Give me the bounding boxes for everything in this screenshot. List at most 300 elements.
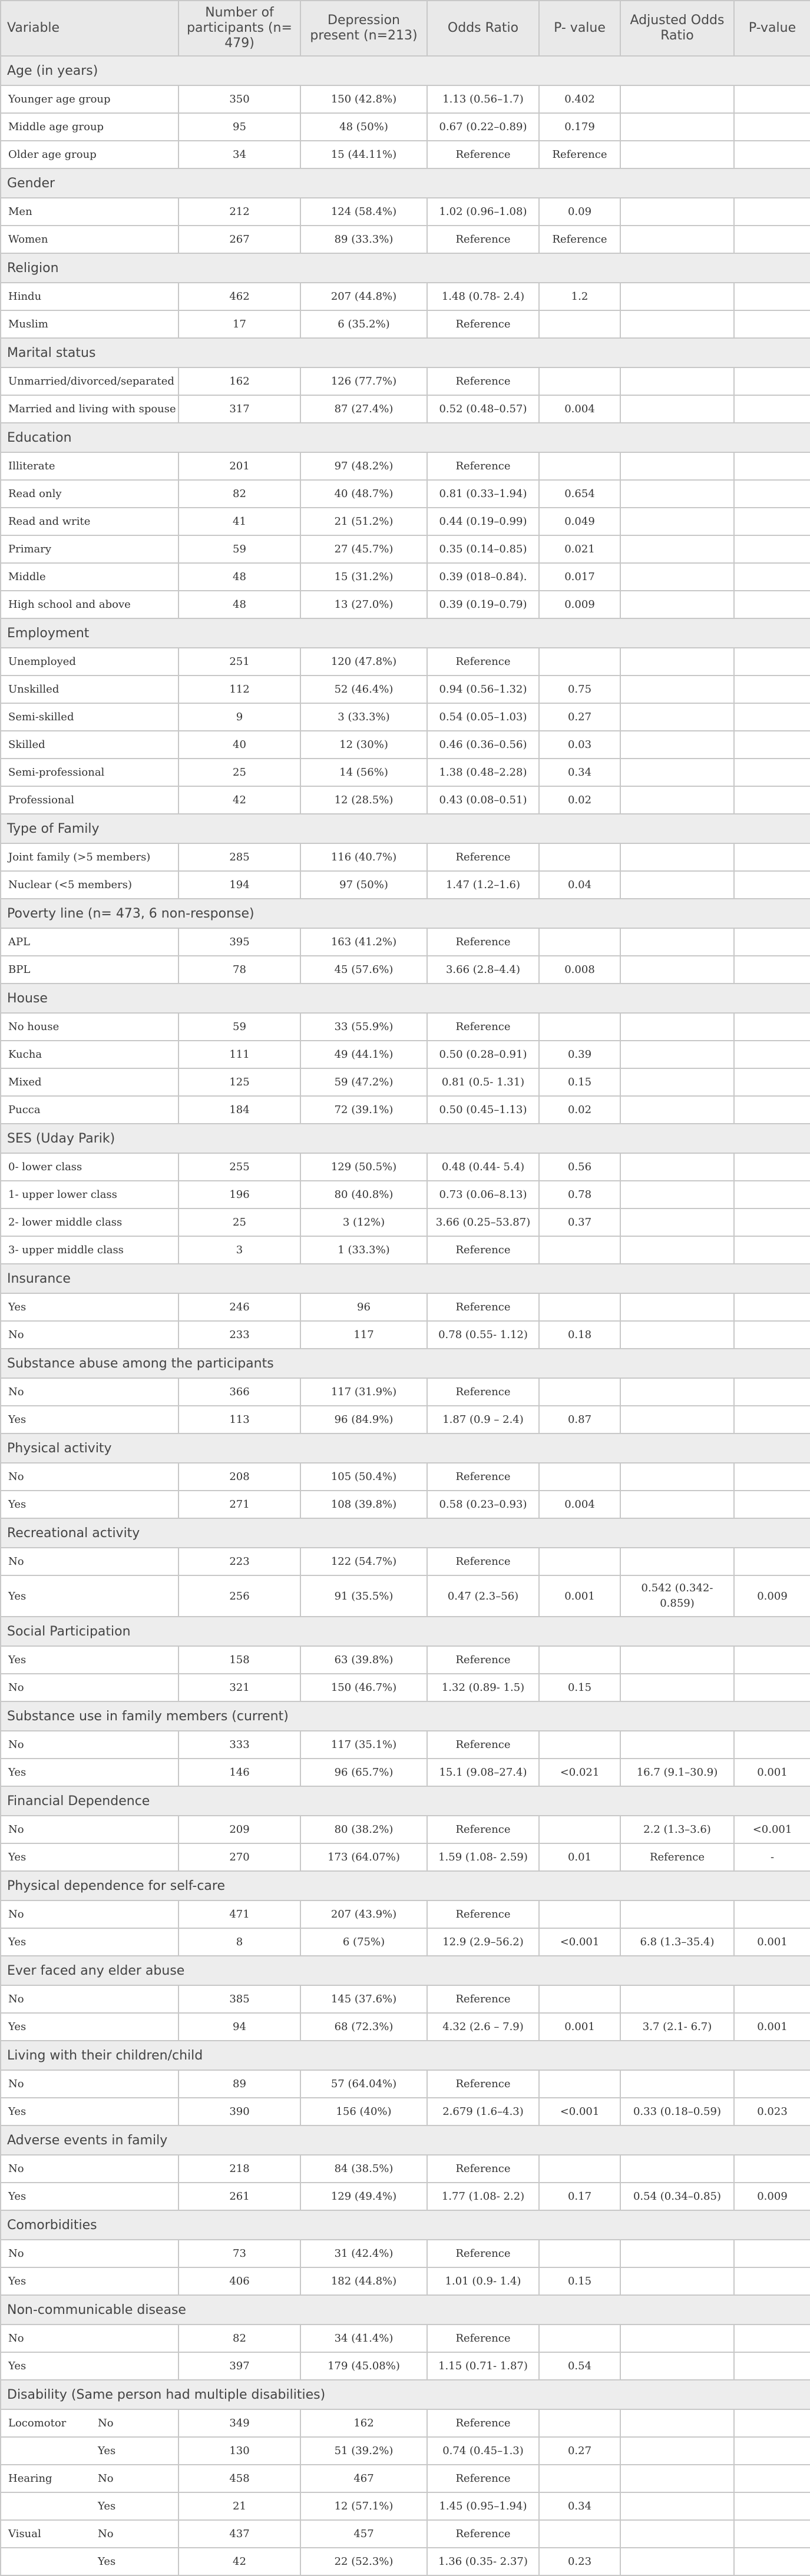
- cell-adjusted-or: [620, 1181, 734, 1208]
- cell-adjusted-p: [734, 648, 810, 676]
- table-row: [1, 113, 810, 141]
- cell-variable: APL: [1, 928, 178, 956]
- cell-adjusted-or: [620, 2492, 734, 2520]
- cell-adjusted-p: [734, 2548, 810, 2575]
- cell-odds-ratio: Reference: [427, 1463, 539, 1491]
- table-row: [1, 1096, 810, 1124]
- cell-adjusted-p: [734, 2437, 810, 2465]
- table-row: [1, 1208, 810, 1236]
- cell-odds-ratio: 0.58 (0.23–0.93): [427, 1491, 539, 1518]
- section-header-row: [1, 1956, 810, 1985]
- cell-p-value: 0.02: [539, 786, 620, 814]
- cell-adjusted-or: [620, 703, 734, 731]
- cell-adjusted-or: [620, 676, 734, 703]
- cell-variable: Professional: [1, 786, 178, 814]
- cell-p-value: [539, 648, 620, 676]
- cell-odds-ratio: Reference: [427, 2325, 539, 2352]
- cell-p-value: [539, 1548, 620, 1575]
- table-row: [1, 1153, 810, 1181]
- cell-participants: 194: [178, 871, 300, 899]
- cell-adjusted-or: [620, 563, 734, 591]
- cell-adjusted-or: [620, 1321, 734, 1349]
- cell-depression: 15 (31.2%): [300, 563, 427, 591]
- cell-adjusted-p: [734, 2352, 810, 2380]
- section-header-row: [1, 1349, 810, 1378]
- cell-variable: No: [1, 1321, 178, 1349]
- cell-p-value: 0.009: [539, 591, 620, 618]
- cell-depression: 87 (27.4%): [300, 395, 427, 423]
- cell-p-value: [539, 1378, 620, 1406]
- cell-p-value: 0.402: [539, 85, 620, 113]
- cell-depression: 116 (40.7%): [300, 843, 427, 871]
- cell-adjusted-p: [734, 703, 810, 731]
- cell-participants: 270: [178, 1843, 300, 1871]
- table-row: [1, 871, 810, 899]
- cell-variable: Semi-skilled: [1, 703, 178, 731]
- cell-p-value: [539, 843, 620, 871]
- table-row: [1, 2409, 810, 2437]
- cell-variable: Middle age group: [1, 113, 178, 141]
- cell-variable: Men: [1, 198, 178, 226]
- cell-p-value: 0.04: [539, 871, 620, 899]
- disability-type: [8, 2445, 98, 2457]
- section-title: Financial Dependence: [1, 1786, 810, 1816]
- table-row: [1, 2352, 810, 2380]
- cell-adjusted-or: [620, 535, 734, 563]
- cell-participants: 125: [178, 1068, 300, 1096]
- cell-p-value: 0.001: [539, 2013, 620, 2041]
- section-header-row: [1, 338, 810, 367]
- cell-depression: 150 (42.8%): [300, 85, 427, 113]
- cell-adjusted-p: [734, 141, 810, 168]
- section-header-row: [1, 899, 810, 928]
- cell-participants: 94: [178, 2013, 300, 2041]
- cell-depression: 97 (50%): [300, 871, 427, 899]
- cell-depression: 13 (27.0%): [300, 591, 427, 618]
- cell-depression: 22 (52.3%): [300, 2548, 427, 2575]
- cell-depression: 129 (49.4%): [300, 2183, 427, 2210]
- cell-odds-ratio: Reference: [427, 1646, 539, 1674]
- cell-adjusted-or: [620, 2352, 734, 2380]
- cell-adjusted-p: [734, 395, 810, 423]
- table-row: [1, 731, 810, 759]
- cell-participants: 261: [178, 2183, 300, 2210]
- section-header-row: [1, 1518, 810, 1548]
- cell-adjusted-or: [620, 2155, 734, 2183]
- cell-adjusted-p: [734, 2240, 810, 2267]
- cell-adjusted-or: 2.2 (1.3–3.6): [620, 1816, 734, 1843]
- table-row: [1, 198, 810, 226]
- table-row: [1, 1900, 810, 1928]
- cell-depression: 6 (35.2%): [300, 310, 427, 338]
- table-row: [1, 535, 810, 563]
- cell-variable: No house: [1, 1013, 178, 1041]
- section-title: Poverty line (n= 473, 6 non-response): [1, 899, 810, 928]
- cell-p-value: [539, 1816, 620, 1843]
- table-row: [1, 2098, 810, 2125]
- cell-adjusted-or: [620, 648, 734, 676]
- disability-type: Locomotor: [8, 2417, 67, 2429]
- cell-adjusted-or: [620, 731, 734, 759]
- cell-depression: 80 (40.8%): [300, 1181, 427, 1208]
- cell-odds-ratio: Reference: [427, 1236, 539, 1264]
- cell-p-value: [539, 1013, 620, 1041]
- cell-participants: 390: [178, 2098, 300, 2125]
- table-row: [1, 1463, 810, 1491]
- cell-participants: 196: [178, 1181, 300, 1208]
- cell-participants: 267: [178, 226, 300, 253]
- cell-odds-ratio: Reference: [427, 648, 539, 676]
- cell-variable: Yes: [1, 1293, 178, 1321]
- cell-adjusted-or: [620, 395, 734, 423]
- section-header-row: [1, 1871, 810, 1900]
- table-row: [1, 1731, 810, 1759]
- cell-adjusted-p: [734, 956, 810, 984]
- cell-adjusted-p: [734, 871, 810, 899]
- cell-variable: Mixed: [1, 1068, 178, 1096]
- table-row: [1, 563, 810, 591]
- cell-p-value: 0.27: [539, 703, 620, 731]
- cell-adjusted-p: [734, 2465, 810, 2492]
- cell-adjusted-p: [734, 1900, 810, 1928]
- cell-adjusted-p: [734, 1378, 810, 1406]
- cell-participants: 112: [178, 676, 300, 703]
- cell-adjusted-p: 0.001: [734, 2013, 810, 2041]
- cell-odds-ratio: Reference: [427, 141, 539, 168]
- cell-p-value: 0.18: [539, 1321, 620, 1349]
- cell-variable: Middle: [1, 563, 178, 591]
- cell-odds-ratio: 0.50 (0.28–0.91): [427, 1041, 539, 1068]
- cell-participants: 111: [178, 1041, 300, 1068]
- cell-p-value: 0.654: [539, 480, 620, 508]
- cell-p-value: [539, 1293, 620, 1321]
- cell-p-value: 0.75: [539, 676, 620, 703]
- cell-odds-ratio: Reference: [427, 1985, 539, 2013]
- section-title: Adverse events in family: [1, 2125, 810, 2155]
- cell-adjusted-or: [620, 226, 734, 253]
- table-row: [1, 2267, 810, 2295]
- cell-odds-ratio: 0.94 (0.56–1.32): [427, 676, 539, 703]
- cell-adjusted-p: 0.023: [734, 2098, 810, 2125]
- table-row: [1, 648, 810, 676]
- cell-adjusted-or: 16.7 (9.1–30.9): [620, 1759, 734, 1786]
- cell-odds-ratio: Reference: [427, 1900, 539, 1928]
- cell-adjusted-p: [734, 2155, 810, 2183]
- cell-participants: 321: [178, 1674, 300, 1701]
- cell-depression: 3 (33.3%): [300, 703, 427, 731]
- table-row: [1, 1928, 810, 1956]
- cell-adjusted-p: [734, 2520, 810, 2548]
- cell-adjusted-or: [620, 141, 734, 168]
- cell-adjusted-or: [620, 283, 734, 310]
- cell-p-value: 0.87: [539, 1406, 620, 1433]
- cell-variable: [1, 2437, 178, 2465]
- cell-depression: 68 (72.3%): [300, 2013, 427, 2041]
- cell-participants: 8: [178, 1928, 300, 1956]
- cell-adjusted-p: [734, 843, 810, 871]
- cell-participants: 395: [178, 928, 300, 956]
- cell-depression: 467: [300, 2465, 427, 2492]
- section-title: Disability (Same person had multiple disabilities): [1, 2380, 810, 2409]
- cell-depression: 15 (44.11%): [300, 141, 427, 168]
- cell-p-value: [539, 2409, 620, 2437]
- cell-participants: 397: [178, 2352, 300, 2380]
- cell-depression: 45 (57.6%): [300, 956, 427, 984]
- cell-depression: 33 (55.9%): [300, 1013, 427, 1041]
- cell-p-value: 0.34: [539, 2492, 620, 2520]
- table-row: [1, 2548, 810, 2575]
- cell-variable: No: [1, 2240, 178, 2267]
- cell-adjusted-p: [734, 731, 810, 759]
- cell-depression: 96 (84.9%): [300, 1406, 427, 1433]
- cell-participants: 48: [178, 591, 300, 618]
- cell-depression: 6 (75%): [300, 1928, 427, 1956]
- table-row: [1, 1378, 810, 1406]
- cell-depression: 163 (41.2%): [300, 928, 427, 956]
- cell-variable: Younger age group: [1, 85, 178, 113]
- cell-adjusted-or: 0.54 (0.34–0.85): [620, 2183, 734, 2210]
- cell-participants: 209: [178, 1816, 300, 1843]
- cell-depression: 31 (42.4%): [300, 2240, 427, 2267]
- cell-depression: 59 (47.2%): [300, 1068, 427, 1096]
- cell-variable: Yes: [1, 2098, 178, 2125]
- cell-adjusted-or: [620, 871, 734, 899]
- cell-adjusted-or: [620, 2240, 734, 2267]
- cell-adjusted-p: [734, 786, 810, 814]
- cell-p-value: 0.001: [539, 1575, 620, 1617]
- cell-adjusted-or: [620, 786, 734, 814]
- cell-odds-ratio: 12.9 (2.9–56.2): [427, 1928, 539, 1956]
- cell-odds-ratio: 1.77 (1.08- 2.2): [427, 2183, 539, 2210]
- table-row: [1, 226, 810, 253]
- cell-adjusted-p: [734, 367, 810, 395]
- cell-odds-ratio: 15.1 (9.08–27.4): [427, 1759, 539, 1786]
- cell-participants: 366: [178, 1378, 300, 1406]
- disability-type: [8, 2500, 98, 2512]
- disability-type: Hearing: [8, 2472, 52, 2485]
- cell-odds-ratio: 0.35 (0.14–0.85): [427, 535, 539, 563]
- cell-p-value: [539, 367, 620, 395]
- disability-answer: Yes: [98, 2555, 116, 2568]
- cell-odds-ratio: 1.02 (0.96–1.08): [427, 198, 539, 226]
- table-row: [1, 1548, 810, 1575]
- cell-odds-ratio: 0.50 (0.45–1.13): [427, 1096, 539, 1124]
- cell-participants: 146: [178, 1759, 300, 1786]
- cell-depression: 80 (38.2%): [300, 1816, 427, 1843]
- section-header-row: [1, 253, 810, 283]
- disability-type: Visual: [8, 2528, 41, 2540]
- cell-adjusted-p: [734, 508, 810, 535]
- cell-depression: 84 (38.5%): [300, 2155, 427, 2183]
- cell-adjusted-p: 0.001: [734, 1928, 810, 1956]
- cell-variable: Married and living with spouse: [1, 395, 178, 423]
- cell-participants: 271: [178, 1491, 300, 1518]
- cell-adjusted-or: [620, 1463, 734, 1491]
- cell-odds-ratio: Reference: [427, 1378, 539, 1406]
- cell-participants: 349: [178, 2409, 300, 2437]
- cell-adjusted-or: [620, 1068, 734, 1096]
- cell-participants: 25: [178, 1208, 300, 1236]
- cell-adjusted-or: [620, 2325, 734, 2352]
- cell-adjusted-p: 0.009: [734, 2183, 810, 2210]
- cell-adjusted-p: [734, 1181, 810, 1208]
- cell-adjusted-or: 0.33 (0.18–0.59): [620, 2098, 734, 2125]
- cell-adjusted-p: [734, 1236, 810, 1264]
- cell-adjusted-or: [620, 452, 734, 480]
- cell-depression: 21 (51.2%): [300, 508, 427, 535]
- cell-participants: 385: [178, 1985, 300, 2013]
- cell-variable: 2- lower middle class: [1, 1208, 178, 1236]
- cell-adjusted-p: [734, 1096, 810, 1124]
- table-row: [1, 395, 810, 423]
- cell-adjusted-or: [620, 1548, 734, 1575]
- cell-adjusted-or: [620, 85, 734, 113]
- cell-odds-ratio: 0.47 (2.3–56): [427, 1575, 539, 1617]
- cell-variable: Yes: [1, 1575, 178, 1617]
- disability-answer: No: [98, 2528, 114, 2540]
- cell-p-value: 0.02: [539, 1096, 620, 1124]
- cell-odds-ratio: 0.81 (0.33–1.94): [427, 480, 539, 508]
- cell-variable: Hindu: [1, 283, 178, 310]
- cell-adjusted-p: [734, 1491, 810, 1518]
- cell-variable: No: [1, 2070, 178, 2098]
- cell-depression: 105 (50.4%): [300, 1463, 427, 1491]
- table-row: [1, 843, 810, 871]
- cell-depression: 12 (30%): [300, 731, 427, 759]
- table-row: [1, 786, 810, 814]
- cell-odds-ratio: 0.67 (0.22–0.89): [427, 113, 539, 141]
- cell-variable: BPL: [1, 956, 178, 984]
- cell-adjusted-p: [734, 1406, 810, 1433]
- cell-odds-ratio: 3.66 (2.8–4.4): [427, 956, 539, 984]
- cell-adjusted-p: [734, 1321, 810, 1349]
- cell-depression: 3 (12%): [300, 1208, 427, 1236]
- cell-adjusted-p: [734, 1208, 810, 1236]
- cell-adjusted-p: <0.001: [734, 1816, 810, 1843]
- cell-variable: Kucha: [1, 1041, 178, 1068]
- section-header-row: [1, 168, 810, 198]
- cell-participants: 350: [178, 85, 300, 113]
- table-row: [1, 1406, 810, 1433]
- cell-depression: 12 (28.5%): [300, 786, 427, 814]
- cell-odds-ratio: 0.43 (0.08–0.51): [427, 786, 539, 814]
- cell-adjusted-or: [620, 1378, 734, 1406]
- cell-odds-ratio: Reference: [427, 226, 539, 253]
- cell-adjusted-p: [734, 676, 810, 703]
- cell-depression: 122 (54.7%): [300, 1548, 427, 1575]
- cell-depression: 89 (33.3%): [300, 226, 427, 253]
- section-header-row: [1, 2041, 810, 2070]
- cell-adjusted-p: [734, 113, 810, 141]
- cell-adjusted-p: [734, 85, 810, 113]
- cell-adjusted-or: [620, 2548, 734, 2575]
- cell-participants: 255: [178, 1153, 300, 1181]
- cell-variable: No: [1, 1548, 178, 1575]
- cell-depression: 117 (35.1%): [300, 1731, 427, 1759]
- cell-variable: Muslim: [1, 310, 178, 338]
- table-row: [1, 1293, 810, 1321]
- cell-adjusted-p: [734, 310, 810, 338]
- cell-adjusted-or: [620, 2437, 734, 2465]
- cell-variable: Yes: [1, 1928, 178, 1956]
- cell-p-value: 0.179: [539, 113, 620, 141]
- cell-participants: 42: [178, 786, 300, 814]
- cell-participants: 82: [178, 480, 300, 508]
- cell-adjusted-or: [620, 2409, 734, 2437]
- cell-adjusted-or: [620, 1013, 734, 1041]
- table-row: [1, 508, 810, 535]
- cell-variable: No: [1, 1463, 178, 1491]
- cell-odds-ratio: 1.87 (0.9 – 2.4): [427, 1406, 539, 1433]
- cell-p-value: [539, 2520, 620, 2548]
- cell-odds-ratio: 1.15 (0.71- 1.87): [427, 2352, 539, 2380]
- section-title: Gender: [1, 168, 810, 198]
- cell-participants: 3: [178, 1236, 300, 1264]
- cell-adjusted-or: 6.8 (1.3–35.4): [620, 1928, 734, 1956]
- cell-p-value: [539, 928, 620, 956]
- section-title: Substance abuse among the participants: [1, 1349, 810, 1378]
- disability-type: [8, 2555, 98, 2568]
- section-header-row: [1, 1701, 810, 1731]
- cell-adjusted-p: [734, 2409, 810, 2437]
- section-title: SES (Uday Parik): [1, 1124, 810, 1153]
- cell-adjusted-or: 3.7 (2.1- 6.7): [620, 2013, 734, 2041]
- disability-answer: Yes: [98, 2500, 116, 2512]
- section-header-row: [1, 814, 810, 843]
- table-row: [1, 2155, 810, 2183]
- cell-participants: 212: [178, 198, 300, 226]
- cell-odds-ratio: 4.32 (2.6 – 7.9): [427, 2013, 539, 2041]
- table-row: [1, 1674, 810, 1701]
- cell-p-value: 0.17: [539, 2183, 620, 2210]
- cell-odds-ratio: 0.78 (0.55- 1.12): [427, 1321, 539, 1349]
- cell-odds-ratio: 0.54 (0.05–1.03): [427, 703, 539, 731]
- table-row: [1, 480, 810, 508]
- cell-p-value: 0.37: [539, 1208, 620, 1236]
- cell-odds-ratio: 2.679 (1.6–4.3): [427, 2098, 539, 2125]
- cell-participants: 41: [178, 508, 300, 535]
- table-row: [1, 2465, 810, 2492]
- cell-depression: 173 (64.07%): [300, 1843, 427, 1871]
- cell-participants: 317: [178, 395, 300, 423]
- section-header-row: [1, 423, 810, 452]
- cell-variable: Older age group: [1, 141, 178, 168]
- cell-participants: 78: [178, 956, 300, 984]
- cell-adjusted-or: [620, 480, 734, 508]
- table-row: [1, 85, 810, 113]
- cell-p-value: 0.004: [539, 1491, 620, 1518]
- cell-odds-ratio: 1.36 (0.35- 2.37): [427, 2548, 539, 2575]
- cell-adjusted-or: [620, 113, 734, 141]
- cell-odds-ratio: Reference: [427, 2070, 539, 2098]
- cell-p-value: 0.01: [539, 1843, 620, 1871]
- cell-depression: 457: [300, 2520, 427, 2548]
- section-title: Non-communicable disease: [1, 2295, 810, 2325]
- cell-depression: 108 (39.8%): [300, 1491, 427, 1518]
- cell-variable: [1, 2548, 178, 2575]
- section-header-row: [1, 2295, 810, 2325]
- cell-adjusted-or: [620, 367, 734, 395]
- cell-variable: Skilled: [1, 731, 178, 759]
- cell-p-value: 0.23: [539, 2548, 620, 2575]
- cell-participants: 471: [178, 1900, 300, 1928]
- cell-depression: 48 (50%): [300, 113, 427, 141]
- cell-participants: 256: [178, 1575, 300, 1617]
- cell-variable: Yes: [1, 1759, 178, 1786]
- header-row: [1, 1, 810, 56]
- section-title: Marital status: [1, 338, 810, 367]
- cell-variable: [1, 2520, 178, 2548]
